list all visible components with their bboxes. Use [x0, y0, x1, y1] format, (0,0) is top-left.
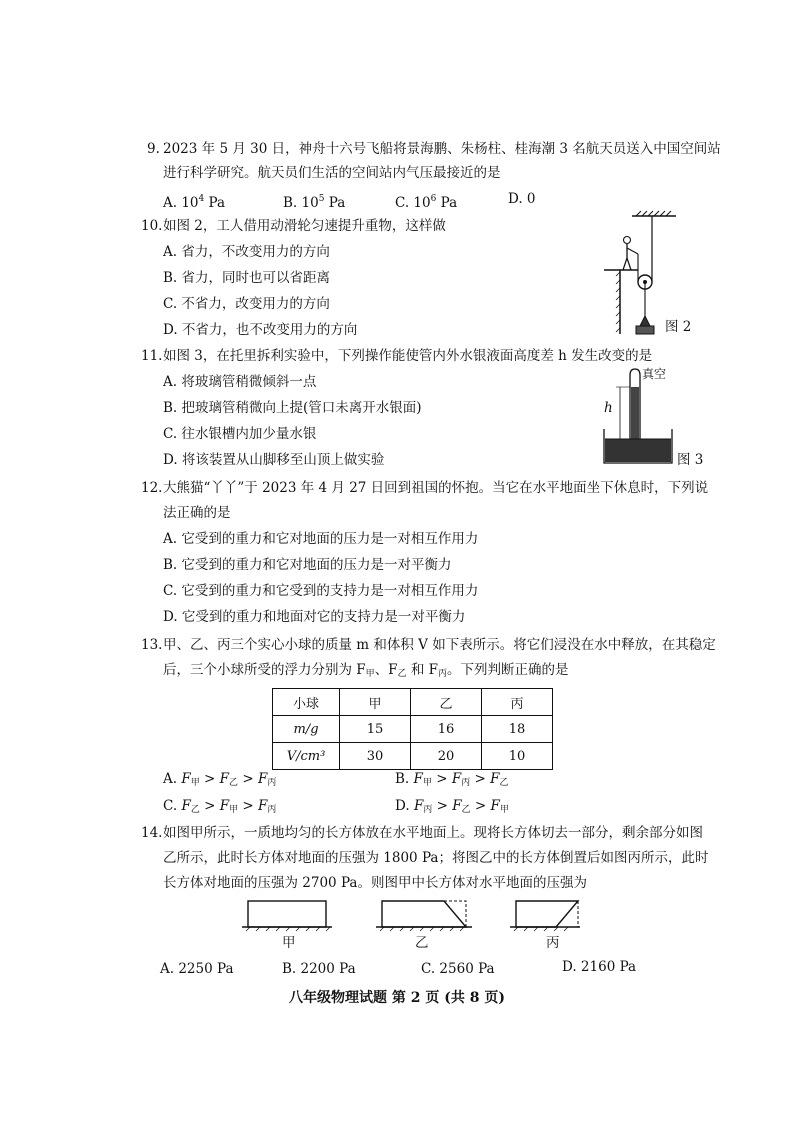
torricelli-figure-3 [600, 363, 680, 473]
table-row [273, 716, 553, 743]
table-row-label: V/cm³ [273, 743, 340, 770]
q13-option-b: B. $F_甲 > F_丙 > F_乙$ [395, 771, 509, 788]
q10-option-d: D. 不省力，也不改变用力的方向 [163, 322, 358, 338]
q13-number: 13. [141, 637, 163, 653]
q9-option-b: B. $10^5$ Pa [283, 194, 346, 211]
q14-option-b: B. 2200 Pa [282, 961, 356, 977]
q13-option-a: A. $F_甲 > F_乙 > F_丙$ [163, 771, 277, 788]
q11-option-b: B. 把玻璃管稍微向上提(管口未离开水银面) [163, 400, 422, 416]
q9-line1: 2023 年 5 月 30 日，神舟十六号飞船将景海鹏、朱杨柱、桂海潮 3 名航天员送入中国空间站 [163, 141, 721, 157]
q12-line1: 大熊猫“丫丫”于 2023 年 4 月 27 日回到祖国的怀抱。当它在水平地面坐下休息时，下列说 [163, 480, 709, 496]
q14-line1: 如图甲所示，一质地均匀的长方体放在水平地面上。现将长方体切去一部分，剩余部分如图 [163, 825, 703, 841]
q13-option-d: D. $F_丙 > F_乙 > F_甲$ [395, 798, 509, 815]
q12-option-b: B. 它受到的重力和它对地面的压力是一对平衡力 [163, 557, 452, 573]
figure-2-label: 图 2 [665, 319, 692, 335]
table-header: 小球 [273, 689, 340, 716]
q9-option-d: D. 0 [508, 191, 536, 207]
q11-number: 11. [141, 348, 163, 364]
table-header: 乙 [411, 689, 482, 716]
figure-yi-label: 乙 [415, 935, 429, 951]
q9-option-c: C. $10^6$ Pa [395, 194, 458, 211]
q13-option-c: C. $F_乙 > F_甲 > F_丙$ [163, 798, 277, 815]
ball-data-table [272, 688, 553, 770]
q9-line2: 进行科学研究。航天员们生活的空间站内气压最接近的是 [163, 165, 501, 181]
q14-option-c: C. 2560 Pa [421, 961, 495, 977]
pulley-figure-2 [598, 210, 708, 340]
table-header: 甲 [340, 689, 411, 716]
table-cell: 10 [482, 743, 553, 770]
figure-jia-label: 甲 [282, 935, 296, 951]
page-footer: 八年级物理试题 第 2 页 (共 8 页) [289, 990, 505, 1006]
q12-option-d: D. 它受到的重力和地面对它的支持力是一对平衡力 [163, 609, 466, 625]
table-cell: 30 [340, 743, 411, 770]
q10-option-a: A. 省力，不改变用力的方向 [163, 244, 330, 260]
q14-number: 14. [141, 825, 163, 841]
q11-option-a: A. 将玻璃管稍微倾斜一点 [163, 374, 317, 390]
q10-stem: 如图 2，工人借用动滑轮匀速提升重物，这样做 [163, 218, 446, 234]
q13-line1: 甲、乙、丙三个实心小球的质量 m 和体积 V 如下表所示。将它们浸没在水中释放，在其稳定 [163, 637, 716, 653]
q14-option-a: A. 2250 Pa [160, 961, 234, 977]
table-cell: 18 [482, 716, 553, 743]
height-h-label: h [604, 400, 613, 416]
q10-option-c: C. 不省力，改变用力的方向 [163, 296, 330, 312]
table-header-row [273, 689, 553, 716]
q14-option-d: D. 2160 Pa [562, 959, 637, 975]
table-cell: 20 [411, 743, 482, 770]
q10-number: 10. [141, 218, 163, 234]
q11-option-c: C. 往水银槽内加少量水银 [163, 426, 317, 442]
q14-line2: 乙所示，此时长方体对地面的压强为 1800 Pa；将图乙中的长方体倒置后如图丙所示，此时 [163, 850, 709, 866]
table-cell: 16 [411, 716, 482, 743]
q11-stem: 如图 3，在托里拆利实验中，下列操作能使管内外水银液面高度差 h 发生改变的是 [163, 348, 653, 364]
table-cell: 15 [340, 716, 411, 743]
q12-number: 12. [141, 480, 163, 496]
q9-number: 9. [147, 141, 160, 157]
table-row [273, 743, 553, 770]
q12-option-c: C. 它受到的重力和它受到的支持力是一对相互作用力 [163, 583, 479, 599]
vacuum-label: 真空 [642, 367, 667, 381]
table-header: 丙 [482, 689, 553, 716]
figure-bing-label: 丙 [546, 935, 560, 951]
q10-option-b: B. 省力，同时也可以省距离 [163, 270, 331, 286]
figure-3-label: 图 3 [677, 452, 704, 468]
q13-line2: 后，三个小球所受的浮力分别为 $F_甲$、$F_乙$ 和 $F_丙$。下列判断正确的是 [163, 662, 569, 679]
cuboid-figures [240, 895, 580, 935]
q11-option-d: D. 将该装置从山脚移至山顶上做实验 [163, 452, 385, 468]
q12-option-a: A. 它受到的重力和它对地面的压力是一对相互作用力 [163, 531, 479, 547]
table-row-label: m/g [273, 716, 340, 743]
q14-line3: 长方体对地面的压强为 2700 Pa。则图甲中长方体对水平地面的压强为 [163, 875, 587, 891]
q12-line2: 法正确的是 [163, 505, 231, 521]
q9-option-a: A. $10^4$ Pa [163, 194, 226, 211]
